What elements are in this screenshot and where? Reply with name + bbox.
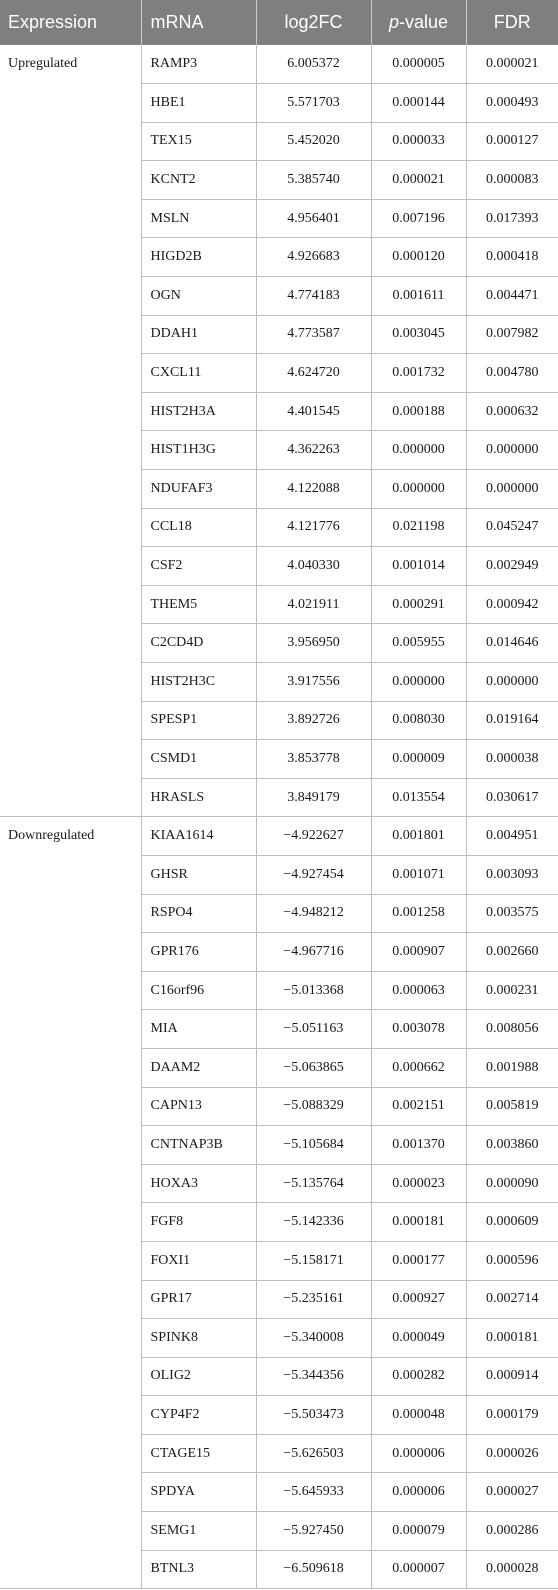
pvalue-cell: 0.000000	[371, 663, 466, 702]
pvalue-cell: 0.002151	[371, 1087, 466, 1126]
fdr-cell: 0.000026	[466, 1434, 558, 1473]
mrna-cell: KCNT2	[141, 161, 256, 200]
fdr-cell: 0.003860	[466, 1126, 558, 1165]
log2fc-cell: −4.922627	[256, 817, 371, 856]
pvalue-cell: 0.007196	[371, 199, 466, 238]
fdr-cell: 0.002949	[466, 547, 558, 586]
mrna-cell: SPINK8	[141, 1319, 256, 1358]
mrna-cell: CNTNAP3B	[141, 1126, 256, 1165]
pvalue-cell: 0.000662	[371, 1048, 466, 1087]
mrna-cell: BTNL3	[141, 1550, 256, 1589]
pvalue-cell: 0.005955	[371, 624, 466, 663]
mrna-cell: DDAH1	[141, 315, 256, 354]
fdr-cell: 0.003093	[466, 855, 558, 894]
mrna-cell: GHSR	[141, 855, 256, 894]
log2fc-cell: 5.571703	[256, 84, 371, 123]
mrna-cell: CYP4F2	[141, 1396, 256, 1435]
fdr-cell: 0.000286	[466, 1512, 558, 1551]
fdr-cell: 0.000000	[466, 470, 558, 509]
log2fc-cell: −4.967716	[256, 933, 371, 972]
header-pvalue-p: p	[388, 12, 399, 32]
log2fc-cell: −5.105684	[256, 1126, 371, 1165]
pvalue-cell: 0.000000	[371, 470, 466, 509]
header-pvalue-suffix: -value	[398, 12, 449, 32]
mrna-cell: FGF8	[141, 1203, 256, 1242]
log2fc-cell: 3.956950	[256, 624, 371, 663]
pvalue-cell: 0.001071	[371, 855, 466, 894]
header-fdr: FDR	[493, 12, 531, 32]
log2fc-cell: 4.773587	[256, 315, 371, 354]
fdr-cell: 0.000000	[466, 663, 558, 702]
log2fc-cell: 4.774183	[256, 277, 371, 316]
expression-group-label: Upregulated	[0, 45, 141, 817]
pvalue-cell: 0.003045	[371, 315, 466, 354]
fdr-cell: 0.000914	[466, 1357, 558, 1396]
pvalue-cell: 0.000007	[371, 1550, 466, 1589]
pvalue-cell: 0.000000	[371, 431, 466, 470]
fdr-cell: 0.000038	[466, 740, 558, 779]
log2fc-cell: −5.088329	[256, 1087, 371, 1126]
log2fc-cell: 4.401545	[256, 392, 371, 431]
fdr-cell: 0.000021	[466, 45, 558, 84]
mrna-cell: CSF2	[141, 547, 256, 586]
pvalue-cell: 0.001732	[371, 354, 466, 393]
pvalue-cell: 0.000021	[371, 161, 466, 200]
pvalue-cell: 0.000120	[371, 238, 466, 277]
fdr-cell: 0.045247	[466, 508, 558, 547]
mrna-cell: NDUFAF3	[141, 470, 256, 509]
pvalue-cell: 0.000282	[371, 1357, 466, 1396]
log2fc-cell: −5.340008	[256, 1319, 371, 1358]
mrna-cell: SEMG1	[141, 1512, 256, 1551]
mrna-cell: TEX15	[141, 122, 256, 161]
pvalue-cell: 0.000188	[371, 392, 466, 431]
mrna-cell: CCL18	[141, 508, 256, 547]
fdr-cell: 0.002660	[466, 933, 558, 972]
mrna-cell: MIA	[141, 1010, 256, 1049]
log2fc-cell: −5.344356	[256, 1357, 371, 1396]
pvalue-cell: 0.000049	[371, 1319, 466, 1358]
pvalue-cell: 0.000907	[371, 933, 466, 972]
mrna-cell: C2CD4D	[141, 624, 256, 663]
mrna-cell: DAAM2	[141, 1048, 256, 1087]
mrna-cell: SPDYA	[141, 1473, 256, 1512]
fdr-cell: 0.000083	[466, 161, 558, 200]
log2fc-cell: 4.624720	[256, 354, 371, 393]
log2fc-cell: −5.626503	[256, 1434, 371, 1473]
pvalue-cell: 0.001801	[371, 817, 466, 856]
fdr-cell: 0.000127	[466, 122, 558, 161]
fdr-cell: 0.000231	[466, 971, 558, 1010]
log2fc-cell: −5.013368	[256, 971, 371, 1010]
fdr-cell: 0.000000	[466, 431, 558, 470]
mrna-cell: GPR176	[141, 933, 256, 972]
table-row	[0, 817, 558, 856]
mrna-cell: CXCL11	[141, 354, 256, 393]
log2fc-cell: 4.926683	[256, 238, 371, 277]
log2fc-cell: 4.362263	[256, 431, 371, 470]
pvalue-cell: 0.000033	[371, 122, 466, 161]
fdr-cell: 0.000028	[466, 1550, 558, 1589]
log2fc-cell: −5.927450	[256, 1512, 371, 1551]
fdr-cell: 0.000942	[466, 585, 558, 624]
pvalue-cell: 0.001611	[371, 277, 466, 316]
log2fc-cell: 3.892726	[256, 701, 371, 740]
pvalue-cell: 0.021198	[371, 508, 466, 547]
log2fc-cell: −5.158171	[256, 1241, 371, 1280]
log2fc-cell: −4.927454	[256, 855, 371, 894]
mrna-cell: GPR17	[141, 1280, 256, 1319]
pvalue-cell: 0.000006	[371, 1473, 466, 1512]
mrna-cell: MSLN	[141, 199, 256, 238]
log2fc-cell: 4.040330	[256, 547, 371, 586]
pvalue-cell: 0.001370	[371, 1126, 466, 1165]
fdr-cell: 0.000179	[466, 1396, 558, 1435]
fdr-cell: 0.030617	[466, 778, 558, 817]
pvalue-cell: 0.000177	[371, 1241, 466, 1280]
mrna-cell: HIGD2B	[141, 238, 256, 277]
log2fc-cell: 3.917556	[256, 663, 371, 702]
fdr-cell: 0.000596	[466, 1241, 558, 1280]
fdr-cell: 0.014646	[466, 624, 558, 663]
mrna-cell: RSPO4	[141, 894, 256, 933]
mrna-cell: HIST1H3G	[141, 431, 256, 470]
mrna-cell: FOXI1	[141, 1241, 256, 1280]
mrna-cell: OGN	[141, 277, 256, 316]
fdr-cell: 0.001988	[466, 1048, 558, 1087]
fdr-cell: 0.000609	[466, 1203, 558, 1242]
log2fc-cell: 6.005372	[256, 45, 371, 84]
log2fc-cell: −5.645933	[256, 1473, 371, 1512]
log2fc-cell: 4.121776	[256, 508, 371, 547]
log2fc-cell: 5.385740	[256, 161, 371, 200]
pvalue-cell: 0.001258	[371, 894, 466, 933]
pvalue-cell: 0.000009	[371, 740, 466, 779]
table-header	[0, 0, 558, 45]
log2fc-cell: −6.509618	[256, 1550, 371, 1589]
pvalue-cell: 0.013554	[371, 778, 466, 817]
header-pvalue	[371, 0, 466, 45]
pvalue-cell: 0.000023	[371, 1164, 466, 1203]
pvalue-cell: 0.000005	[371, 45, 466, 84]
header-mrna: mRNA	[141, 0, 256, 45]
fdr-cell: 0.003575	[466, 894, 558, 933]
fdr-cell: 0.002714	[466, 1280, 558, 1319]
header-log2fc: log2FC	[256, 0, 371, 45]
mrna-cell: SPESP1	[141, 701, 256, 740]
mrna-cell: HRASLS	[141, 778, 256, 817]
log2fc-cell: −5.235161	[256, 1280, 371, 1319]
mrna-cell: C16orf96	[141, 971, 256, 1010]
log2fc-cell: 3.849179	[256, 778, 371, 817]
pvalue-cell: 0.003078	[371, 1010, 466, 1049]
mrna-cell: CAPN13	[141, 1087, 256, 1126]
pvalue-cell: 0.000079	[371, 1512, 466, 1551]
pvalue-cell: 0.000291	[371, 585, 466, 624]
fdr-cell: 0.000418	[466, 238, 558, 277]
log2fc-cell: −5.063865	[256, 1048, 371, 1087]
log2fc-cell: 5.452020	[256, 122, 371, 161]
pvalue-cell: 0.000048	[371, 1396, 466, 1435]
fdr-cell: 0.005819	[466, 1087, 558, 1126]
mrna-cell: OLIG2	[141, 1357, 256, 1396]
pvalue-cell: 0.000927	[371, 1280, 466, 1319]
fdr-cell: 0.017393	[466, 199, 558, 238]
fdr-cell: 0.004951	[466, 817, 558, 856]
mrna-cell: HOXA3	[141, 1164, 256, 1203]
fdr-cell: 0.000090	[466, 1164, 558, 1203]
mrna-cell: HIST2H3C	[141, 663, 256, 702]
pvalue-cell: 0.000144	[371, 84, 466, 123]
log2fc-cell: −5.142336	[256, 1203, 371, 1242]
fdr-cell: 0.008056	[466, 1010, 558, 1049]
fdr-cell: 0.000632	[466, 392, 558, 431]
fdr-cell: 0.000181	[466, 1319, 558, 1358]
log2fc-cell: 4.956401	[256, 199, 371, 238]
mrna-cell: HIST2H3A	[141, 392, 256, 431]
table-row	[0, 45, 558, 84]
header-row	[0, 0, 558, 45]
fdr-cell: 0.019164	[466, 701, 558, 740]
fdr-cell: 0.000493	[466, 84, 558, 123]
mrna-cell: THEM5	[141, 585, 256, 624]
pvalue-cell: 0.001014	[371, 547, 466, 586]
fdr-cell: 0.007982	[466, 315, 558, 354]
fdr-cell: 0.004780	[466, 354, 558, 393]
pvalue-cell: 0.000006	[371, 1434, 466, 1473]
log2fc-cell: −4.948212	[256, 894, 371, 933]
log2fc-cell: −5.135764	[256, 1164, 371, 1203]
header-expression: Expression	[0, 0, 141, 45]
mrna-cell: CTAGE15	[141, 1434, 256, 1473]
log2fc-cell: −5.503473	[256, 1396, 371, 1435]
log2fc-cell: 3.853778	[256, 740, 371, 779]
mrna-cell: CSMD1	[141, 740, 256, 779]
mrna-cell: RAMP3	[141, 45, 256, 84]
fdr-cell: 0.000027	[466, 1473, 558, 1512]
mrna-cell: KIAA1614	[141, 817, 256, 856]
log2fc-cell: 4.122088	[256, 470, 371, 509]
table-body	[0, 45, 558, 1589]
expression-group-label: Downregulated	[0, 817, 141, 1589]
log2fc-cell: −5.051163	[256, 1010, 371, 1049]
pvalue-cell: 0.000181	[371, 1203, 466, 1242]
pvalue-cell: 0.008030	[371, 701, 466, 740]
mrna-cell: HBE1	[141, 84, 256, 123]
log2fc-cell: 4.021911	[256, 585, 371, 624]
fdr-cell: 0.004471	[466, 277, 558, 316]
pvalue-cell: 0.000063	[371, 971, 466, 1010]
